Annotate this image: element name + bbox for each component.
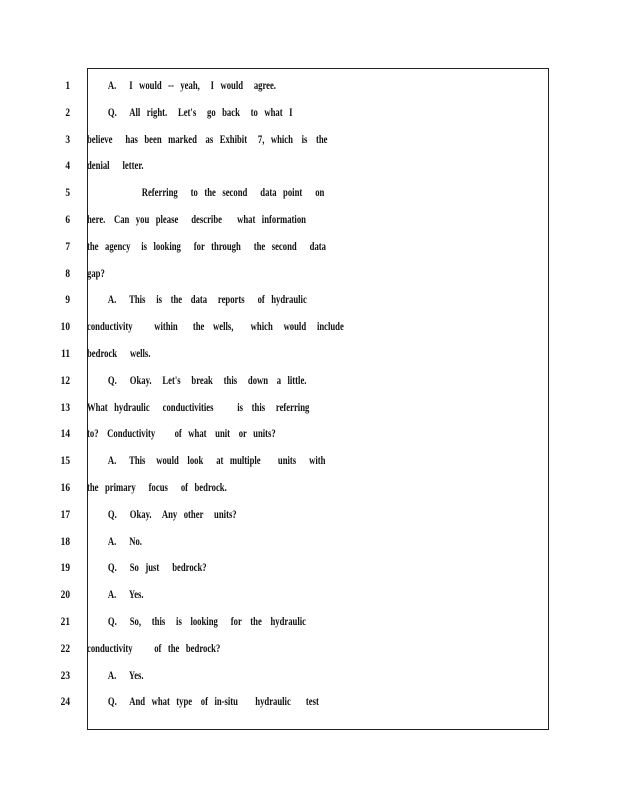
transcript-line: A. I would -- yeah, I would agree. [107, 78, 276, 92]
transcript-line: here. Can you please describe what information [87, 211, 306, 226]
transcript-line: believe has been marked as Exhibit 7, which is the [87, 131, 328, 146]
line-number: 11 [61, 345, 70, 360]
transcript-line: conductivity of the bedrock? [87, 640, 221, 655]
transcript-line: Q. Okay. Any other units? [107, 506, 237, 521]
transcript-line: the primary focus of bedrock. [87, 479, 227, 494]
line-number-column [50, 72, 70, 715]
line-number: 14 [60, 426, 70, 441]
line-number: 1 [65, 78, 70, 92]
transcript-line: Q. So, this is looking for the hydraulic [107, 613, 306, 628]
line-number: 3 [65, 131, 70, 146]
line-number: 12 [60, 372, 70, 387]
line-number: 18 [60, 533, 70, 548]
transcript-line: What hydraulic conductivities is this referring [87, 399, 310, 414]
transcript-line: to? Conductivity of what unit or units? [87, 426, 276, 441]
transcript-line: denial letter. [87, 158, 144, 173]
line-number: 21 [60, 613, 70, 628]
transcript-line: A. This would look at multiple units with [107, 453, 326, 468]
line-number: 2 [65, 104, 70, 119]
transcript-line: A. This is the data reports of hydraulic [107, 292, 307, 307]
transcript-line: Q. And what type of in-situ hydraulic test [107, 694, 319, 709]
transcript-line: bedrock wells. [87, 345, 151, 360]
transcript-line: Q. All right. Let's go back to what I [107, 104, 293, 119]
line-number: 19 [60, 560, 70, 575]
line-number: 5 [65, 185, 70, 200]
transcript-line: Referring to the second data point on [141, 185, 325, 200]
transcript-line: A. Yes. [107, 667, 144, 682]
line-number: 13 [60, 399, 70, 414]
transcript-line: A. No. [107, 533, 142, 548]
transcript-line: Q. So just bedrock? [107, 560, 207, 575]
line-number: 8 [65, 265, 70, 280]
line-number: 22 [60, 640, 70, 655]
line-number: 24 [60, 694, 70, 709]
line-number: 17 [60, 506, 70, 521]
transcript-line: A. Yes. [107, 587, 144, 602]
line-number: 7 [65, 238, 70, 253]
line-number: 6 [65, 211, 70, 226]
line-number: 4 [65, 158, 70, 173]
line-number: 15 [60, 453, 70, 468]
transcript-line: conductivity within the wells, which would include [87, 319, 344, 334]
line-number: 10 [60, 319, 70, 334]
transcript-line: gap? [87, 265, 105, 280]
line-number: 9 [65, 292, 70, 307]
transcript-text [87, 72, 387, 715]
transcript-line: the agency is looking for through the second data [87, 238, 326, 253]
line-number: 16 [60, 479, 70, 494]
line-number: 23 [60, 667, 70, 682]
transcript-line: Q. Okay. Let's break this down a little. [107, 372, 307, 387]
line-number: 20 [60, 587, 70, 602]
